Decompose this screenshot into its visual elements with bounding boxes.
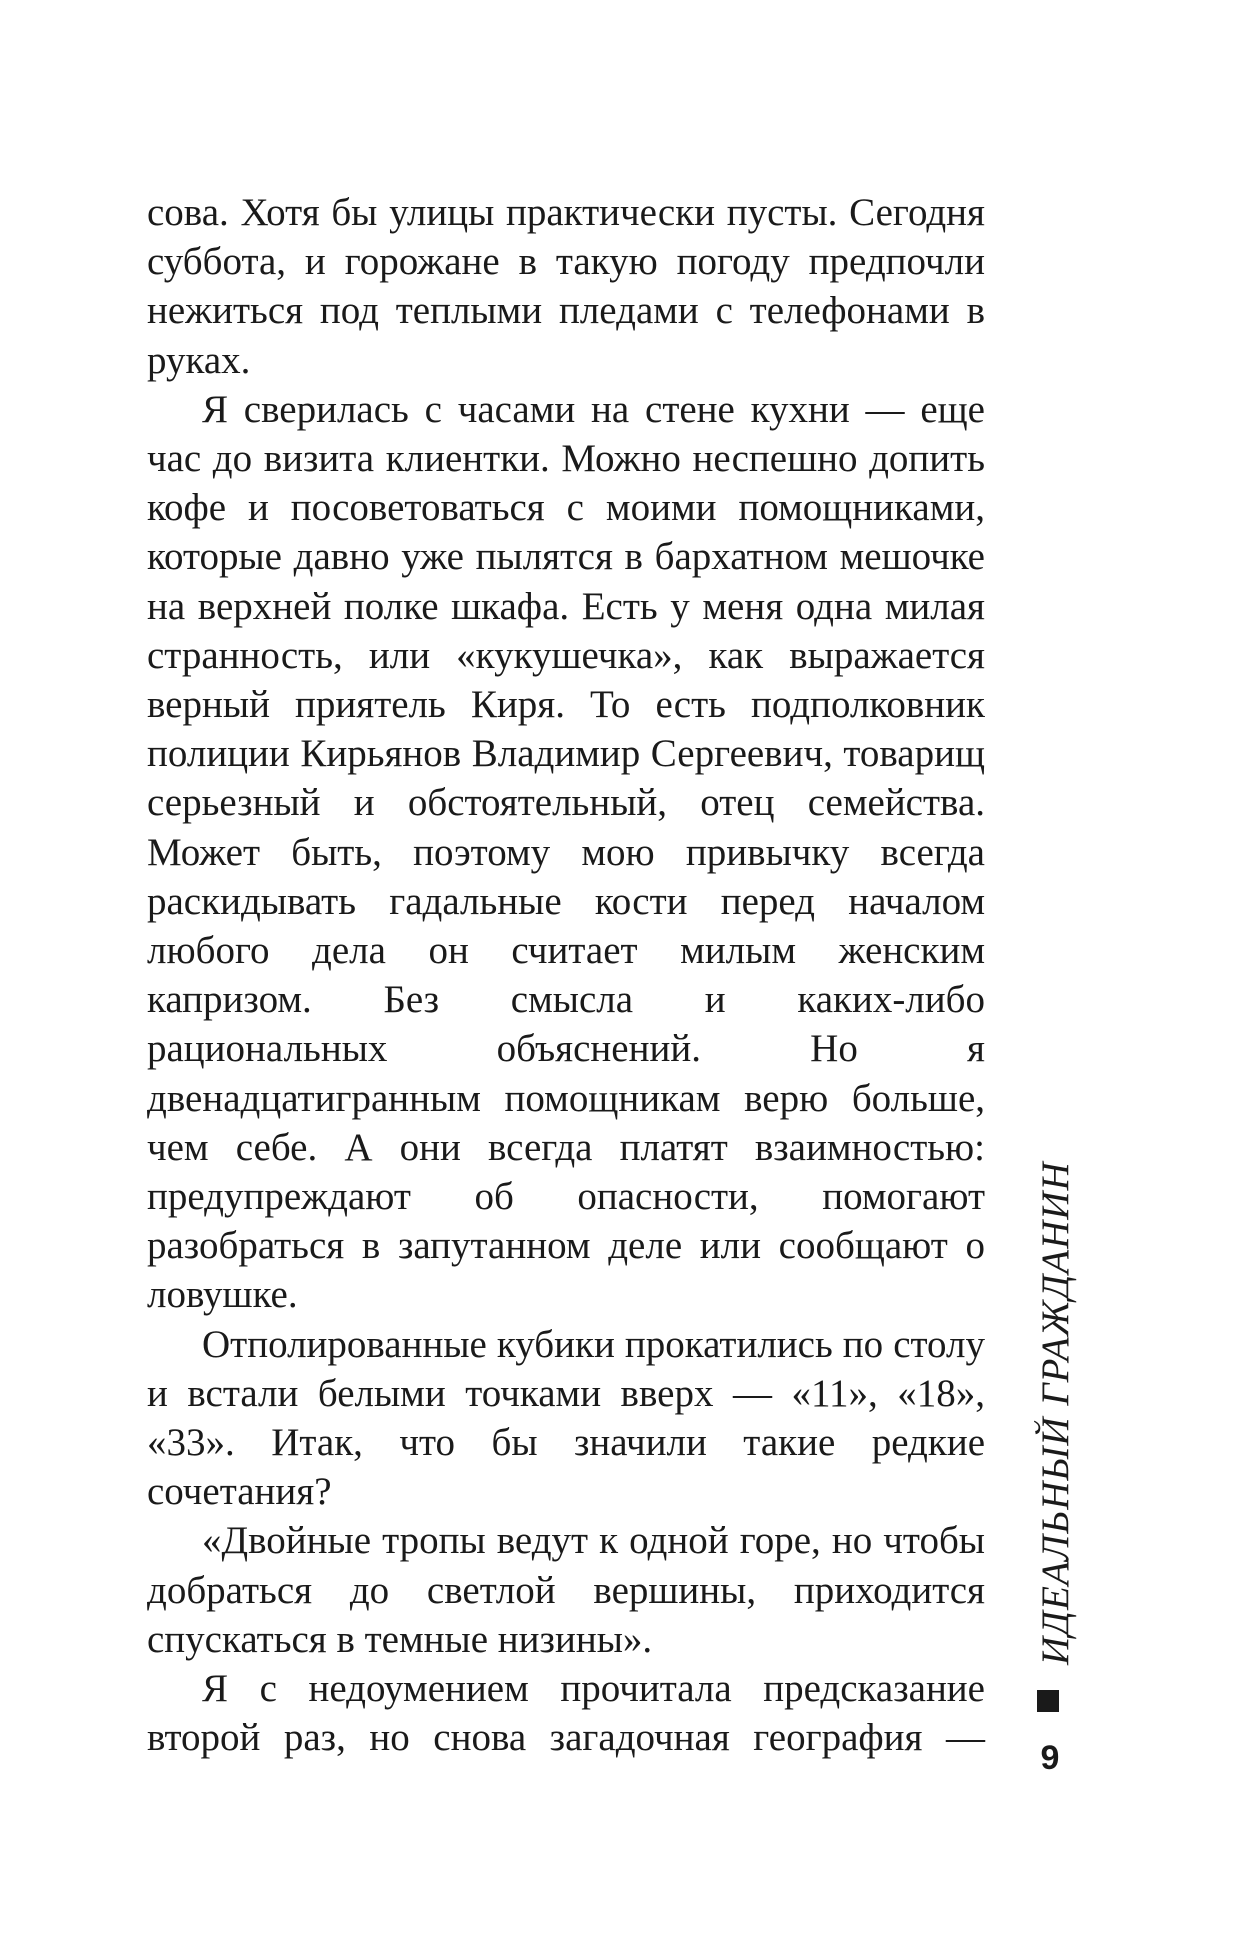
paragraph-2: Я сверилась с часами на стене кухни — еще час до визита клиентки. Можно неспешно допить кофе и посоветоваться с моими помощниками, которые давно уже пылятся в бархатном мешочке на верхней полке шкафа. Есть у меня одна милая странность, или «кукушечка», как выражается верный приятель Киря. То есть подполковник полиции Кирьянов Владимир Сергеевич, товарищ серьезный и обстоятельный, отец семейства. Может быть, поэтому мою привычку всегда раскидывать гадальные кости перед началом любого дела он считает милым женским капризом. Без смысла и каких-либо рациональных объяснений. Но я двенадцатигранным помощникам верю больше, чем себе. А они всегда платят взаимностью: предупреждают об опасности, помогают разобраться в запутанном деле или сообщают о ловушке. [147,387,985,1317]
paragraph-3: Отполированные кубики прокатились по столу и встали белыми точками вверх — «11», «18», «33». Итак, что бы значили такие редкие сочетания? [147,1322,985,1514]
square-marker-icon [1037,1690,1059,1712]
paragraph-1: сова. Хотя бы улицы практически пусты. Сегодня суббота, и горожане в такую погоду предпочли нежиться под теплыми пледами с телефонами в руках. [147,191,985,382]
page-body-text [147,188,985,1763]
paragraph-4: «Двойные тропы ведут к одной горе, но чтобы добраться до светлой вершины, приходится спускаться в темные низины». [147,1519,985,1661]
paragraph-5: Я с недоумением прочитала предсказание второй раз, но снова загадочная география — [147,1667,985,1760]
running-title-text: ИДЕАЛЬНЫЙ ГРАЖДАНИН [1034,1161,1077,1665]
page-number: 9 [1040,1739,1060,1777]
